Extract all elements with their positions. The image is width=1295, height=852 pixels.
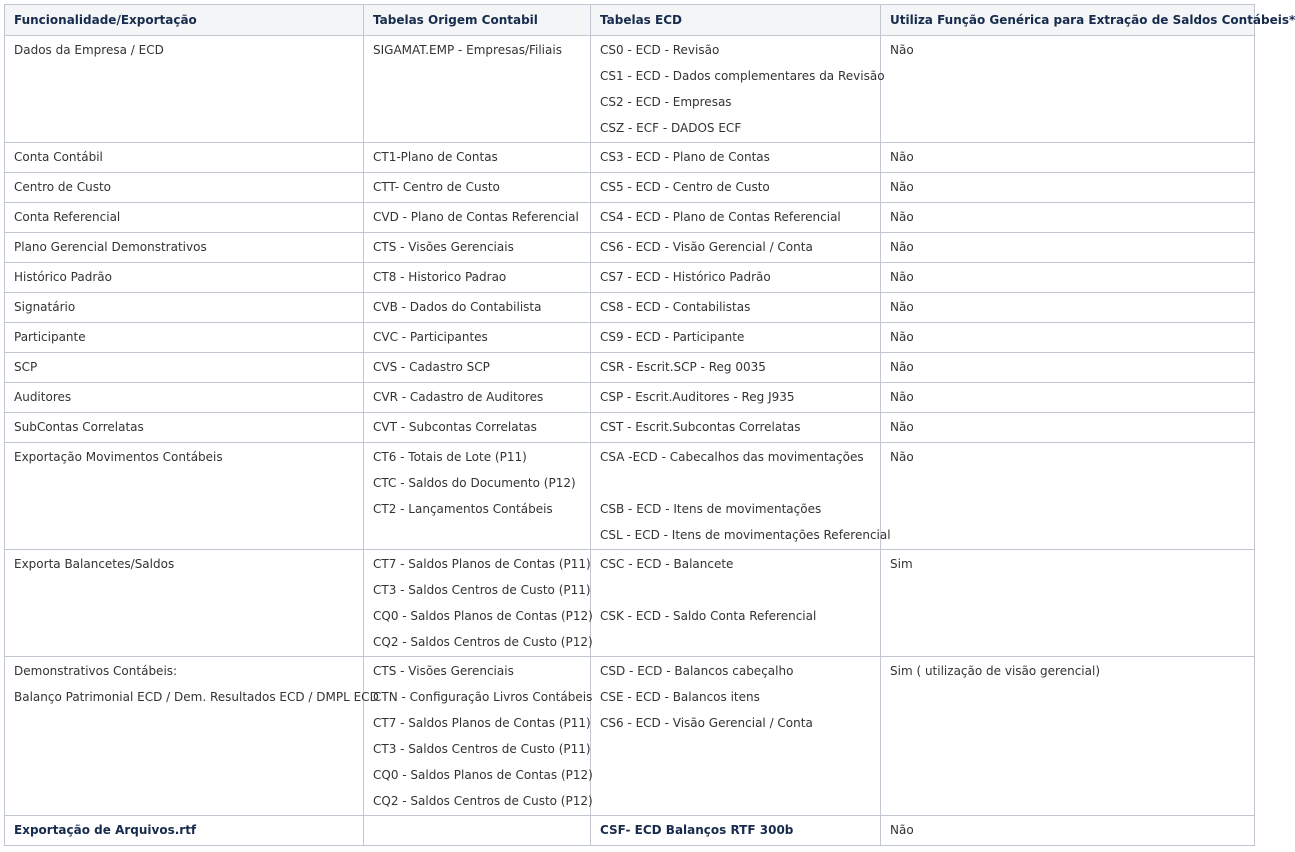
cell-line: Dados da Empresa / ECD [14, 43, 164, 57]
cell-funcionalidade [5, 233, 364, 263]
cell-tabelas-origem [364, 443, 591, 550]
cell-tabelas-origem [364, 413, 591, 443]
cell-funcionalidade [5, 173, 364, 203]
cell-line: CTN - Configuração Livros Contábeis [373, 690, 593, 704]
cell-line: CT7 - Saldos Planos de Contas (P11) [373, 716, 591, 730]
cell-line: CT2 - Lançamentos Contábeis [373, 502, 553, 516]
cell-line: CSC - ECD - Balancete [600, 557, 734, 571]
cell-line: CSF- ECD Balanços RTF 300b [600, 823, 794, 837]
cell-tabelas-ecd [591, 657, 881, 816]
cell-tabelas-origem [364, 263, 591, 293]
cell-line: CS3 - ECD - Plano de Contas [600, 150, 770, 164]
cell-line: CS9 - ECD - Participante [600, 330, 745, 344]
cell-funcao-generica [881, 443, 1255, 550]
cell-line: CVT - Subcontas Correlatas [373, 420, 537, 434]
cell-tabelas-ecd [591, 36, 885, 143]
cell-line: Exportação de Arquivos.rtf [14, 823, 197, 837]
cell-line: Conta Contábil [14, 150, 103, 164]
cell-line: Não [890, 420, 914, 434]
cell-line: CT6 - Totais de Lote (P11) [373, 450, 527, 464]
cell-line: Não [890, 823, 914, 837]
table-row [5, 293, 1255, 323]
cell-funcao-generica [881, 203, 1255, 233]
cell-tabelas-ecd [591, 383, 881, 413]
cell-line: CST - Escrit.Subcontas Correlatas [600, 420, 801, 434]
cell-line: Não [890, 240, 914, 254]
cell-funcao-generica [881, 353, 1255, 383]
cell-funcao-generica [881, 413, 1255, 443]
cell-line: CS7 - ECD - Histórico Padrão [600, 270, 771, 284]
cell-line: CQ0 - Saldos Planos de Contas (P12) [373, 609, 593, 623]
cell-line: CSP - Escrit.Auditores - Reg J935 [600, 390, 795, 404]
table-row [5, 263, 1255, 293]
cell-line: CT7 - Saldos Planos de Contas (P11) [373, 557, 591, 571]
cell-tabelas-ecd [591, 550, 881, 657]
cell-tabelas-origem [364, 353, 591, 383]
cell-funcao-generica [881, 323, 1255, 353]
table-row [5, 550, 1255, 657]
cell-line: Sim ( utilização de visão gerencial) [890, 664, 1100, 678]
cell-tabelas-ecd [591, 143, 881, 173]
cell-tabelas-ecd [591, 203, 881, 233]
cell-tabelas-origem [364, 657, 591, 816]
cell-funcionalidade [5, 293, 364, 323]
cell-tabelas-origem [364, 203, 591, 233]
table-body [5, 36, 1255, 846]
cell-funcao-generica [881, 143, 1255, 173]
cell-tabelas-ecd [591, 353, 881, 383]
cell-line: Não [890, 180, 914, 194]
cell-funcionalidade [5, 383, 364, 413]
cell-tabelas-origem [364, 36, 591, 143]
cell-line: CS2 - ECD - Empresas [600, 95, 732, 109]
cell-line: Plano Gerencial Demonstrativos [14, 240, 207, 254]
table-row [5, 413, 1255, 443]
cell-line: CSZ - ECF - DADOS ECF [600, 121, 742, 135]
cell-funcionalidade [5, 413, 364, 443]
cell-funcionalidade [5, 443, 364, 550]
cell-line: CSE - ECD - Balancos itens [600, 690, 760, 704]
cell-line: CT3 - Saldos Centros de Custo (P11) [373, 583, 591, 597]
cell-line [600, 476, 871, 502]
cell-tabelas-ecd [591, 233, 881, 263]
cell-line: Sim [890, 557, 913, 571]
cell-funcao-generica [881, 816, 1255, 846]
table-row [5, 143, 1255, 173]
header-funcionalidade: Funcionalidade/Exportação [5, 5, 364, 36]
cell-tabelas-ecd [591, 263, 881, 293]
cell-line: Signatário [14, 300, 76, 314]
cell-line: CQ2 - Saldos Centros de Custo (P12) [373, 635, 593, 649]
cell-line: CS6 - ECD - Visão Gerencial / Conta [600, 240, 813, 254]
cell-line: CTT- Centro de Custo [373, 180, 500, 194]
cell-tabelas-ecd [591, 443, 891, 550]
table-header-row [5, 5, 1255, 36]
cell-line: SCP [14, 360, 38, 374]
cell-line: Não [890, 150, 914, 164]
header-tabelas-ecd: Tabelas ECD [591, 5, 881, 36]
cell-line: CSD - ECD - Balancos cabeçalho [600, 664, 794, 678]
cell-tabelas-origem [364, 383, 591, 413]
table-row [5, 323, 1255, 353]
cell-funcionalidade [5, 816, 364, 846]
cell-tabelas-ecd [591, 323, 881, 353]
cell-line: CSR - Escrit.SCP - Reg 0035 [600, 360, 766, 374]
cell-line: CS6 - ECD - Visão Gerencial / Conta [600, 716, 813, 730]
cell-line: CS4 - ECD - Plano de Contas Referencial [600, 210, 841, 224]
cell-line: CT8 - Historico Padrao [373, 270, 507, 284]
cell-tabelas-origem [364, 323, 591, 353]
cell-line: CSK - ECD - Saldo Conta Referencial [600, 609, 817, 623]
cell-funcionalidade [5, 36, 364, 143]
cell-line: Exporta Balancetes/Saldos [14, 557, 175, 571]
cell-line: Exportação Movimentos Contábeis [14, 450, 223, 464]
cell-funcionalidade [5, 353, 364, 383]
cell-line: Balanço Patrimonial ECD / Dem. Resultados ECD / DMPL ECD [14, 690, 379, 704]
table-row [5, 173, 1255, 203]
cell-funcao-generica [881, 36, 1255, 143]
cell-line: CTC - Saldos do Documento (P12) [373, 476, 576, 490]
cell-tabelas-origem [364, 173, 591, 203]
cell-line: CVS - Cadastro SCP [373, 360, 490, 374]
table-row [5, 383, 1255, 413]
cell-funcao-generica [881, 233, 1255, 263]
cell-line: SubContas Correlatas [14, 420, 144, 434]
cell-tabelas-ecd [591, 413, 881, 443]
cell-funcao-generica [881, 383, 1255, 413]
cell-line: Participante [14, 330, 86, 344]
table-row [5, 816, 1255, 846]
cell-line: CSL - ECD - Itens de movimentações Referencial [600, 528, 891, 542]
cell-funcao-generica [881, 657, 1255, 816]
cell-line: Histórico Padrão [14, 270, 112, 284]
cell-tabelas-origem [364, 816, 591, 846]
cell-funcionalidade [5, 263, 364, 293]
cell-tabelas-origem [364, 233, 591, 263]
cell-line: Demonstrativos Contábeis: [14, 664, 178, 678]
cell-tabelas-origem [364, 143, 591, 173]
cell-line: CQ0 - Saldos Planos de Contas (P12) [373, 768, 593, 782]
cell-tabelas-ecd [591, 293, 881, 323]
cell-funcionalidade [5, 143, 364, 173]
cell-funcionalidade [5, 550, 364, 657]
cell-line: CTS - Visões Gerenciais [373, 240, 514, 254]
cell-funcao-generica [881, 293, 1255, 323]
cell-line: CS0 - ECD - Revisão [600, 43, 720, 57]
cell-line: CVB - Dados do Contabilista [373, 300, 542, 314]
cell-line: CVC - Participantes [373, 330, 488, 344]
cell-line: Auditores [14, 390, 72, 404]
cell-funcionalidade [5, 323, 364, 353]
cell-funcionalidade [5, 203, 364, 233]
cell-line: SIGAMAT.EMP - Empresas/Filiais [373, 43, 562, 57]
cell-line [600, 583, 871, 609]
cell-tabelas-origem [364, 293, 591, 323]
cell-tabelas-origem [364, 550, 591, 657]
header-funcao-generica: Utiliza Função Genérica para Extração de Saldos Contábeis* [881, 5, 1255, 36]
cell-line: CTS - Visões Gerenciais [373, 664, 514, 678]
cell-line: CT1-Plano de Contas [373, 150, 498, 164]
cell-line: Não [890, 360, 914, 374]
cell-line: CS8 - ECD - Contabilistas [600, 300, 751, 314]
table-row [5, 203, 1255, 233]
cell-funcao-generica [881, 550, 1255, 657]
table-row [5, 36, 1255, 143]
cell-line: CS1 - ECD - Dados complementares da Revisão [600, 69, 885, 83]
cell-line: CSB - ECD - Itens de movimentações [600, 502, 822, 516]
cell-line: CQ2 - Saldos Centros de Custo (P12) [373, 794, 593, 808]
cell-funcao-generica [881, 263, 1255, 293]
cell-tabelas-ecd [591, 173, 881, 203]
cell-line: CT3 - Saldos Centros de Custo (P11) [373, 742, 591, 756]
cell-line: CS5 - ECD - Centro de Custo [600, 180, 770, 194]
cell-line: Não [890, 270, 914, 284]
cell-line: Não [890, 300, 914, 314]
cell-tabelas-ecd [591, 816, 881, 846]
cell-line: Não [890, 210, 914, 224]
table-row [5, 353, 1255, 383]
cell-line: Não [890, 390, 914, 404]
cell-funcao-generica [881, 173, 1255, 203]
table-row [5, 443, 1255, 550]
cell-line: CSA -ECD - Cabecalhos das movimentações [600, 450, 864, 464]
cell-line: Centro de Custo [14, 180, 111, 194]
cell-line: CVR - Cadastro de Auditores [373, 390, 544, 404]
cell-line: CVD - Plano de Contas Referencial [373, 210, 579, 224]
header-tabelas-origem: Tabelas Origem Contabil [364, 5, 591, 36]
cell-line: Não [890, 330, 914, 344]
ecd-mapping-table [4, 4, 1295, 846]
cell-line: Não [890, 43, 914, 57]
cell-line: Conta Referencial [14, 210, 121, 224]
cell-line: Não [890, 450, 914, 464]
table-row [5, 233, 1255, 263]
table-row [5, 657, 1255, 816]
cell-funcionalidade [5, 657, 379, 816]
